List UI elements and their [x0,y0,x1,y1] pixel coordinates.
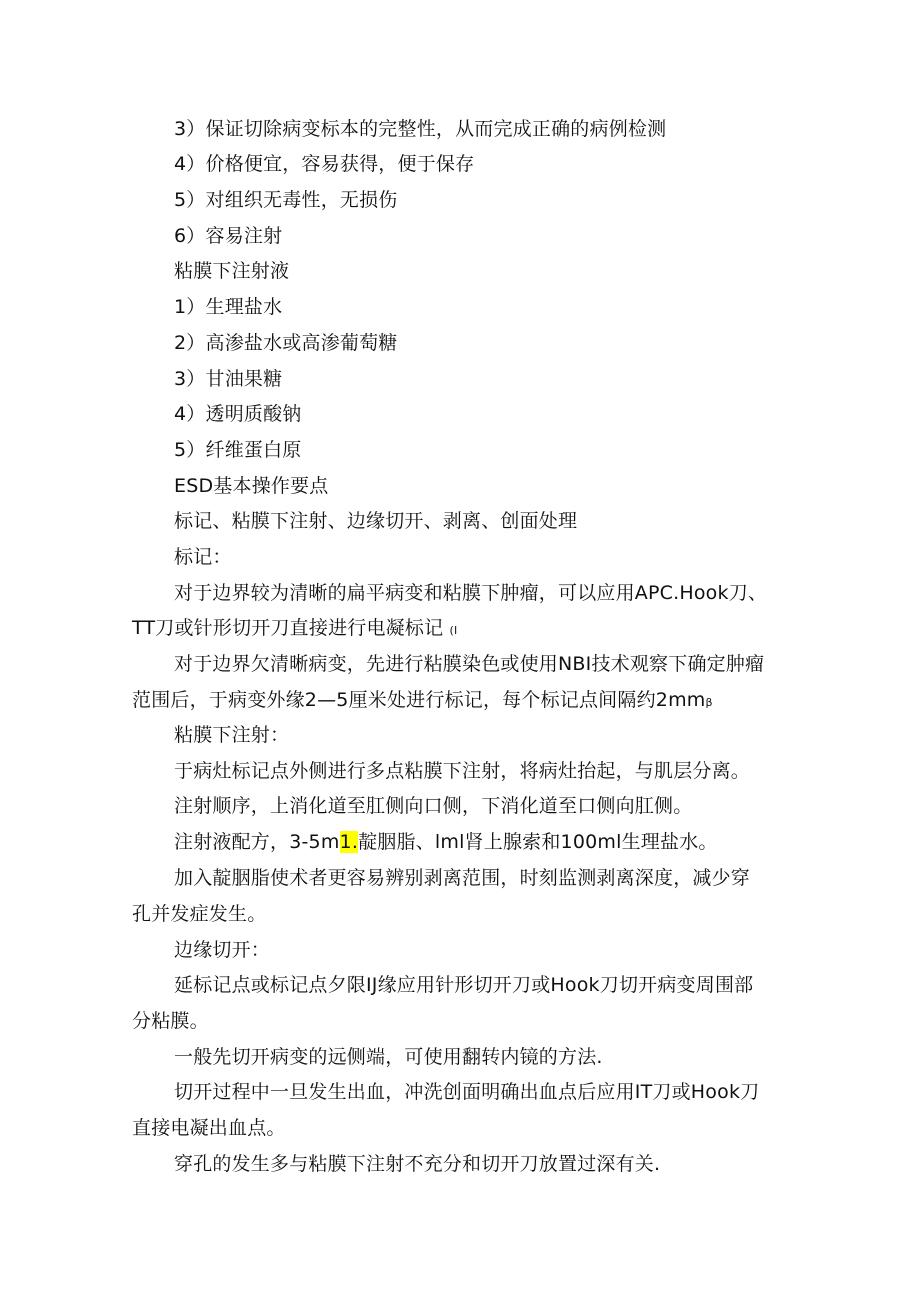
paragraph-line: 延标记点或标记点夕限IJ缘应用针形切开刀或Hook刀切开病变周围部 [174,974,754,996]
section-heading: 边缘切开： [174,939,271,961]
stray-mark: β [705,696,713,709]
paragraph-line: 一般先切开病变的远侧端，可使用翻转内镜的方法. [174,1046,603,1068]
list-item: 3）保证切除病变标本的完整性，从而完成正确的病例检测 [174,118,667,140]
section-heading: ESD基本操作要点 [174,475,329,497]
paragraph-text: 注射液配方，3-5m [174,831,340,853]
list-item: 6）容易注射 [174,225,283,247]
paragraph-line: 切开过程中一旦发生出血，冲洗创面明确出血点后应用IT刀或Hook刀 [174,1081,760,1103]
paragraph-text: 靛胭脂、lml肾上腺索和100ml生理盐水。 [358,831,718,853]
paragraph-line: 孔并发症发生。 [132,903,267,925]
paragraph-line: 加入靛胭脂使术者更容易辨别剥离范围，时刻监测剥离深度，减少穿 [174,867,751,889]
paragraph-line: 对于边界较为清晰的扁平病变和粘膜下肿瘤，可以应用APC.Hook刀、 [174,582,768,604]
paragraph-line: 穿孔的发生多与粘膜下注射不充分和切开刀放置过深有关. [174,1153,661,1175]
paragraph-line: 标记、粘膜下注射、边缘切开、剥离、创面处理 [174,510,578,532]
section-heading: 粘膜下注射液 [174,260,290,282]
list-item: 5）纤维蛋白原 [174,439,302,461]
paragraph-text: 范围后，于病变外缘2—5厘米处进行标记，每个标记点间隔约2mm [132,689,706,711]
paragraph-line [132,688,713,715]
paragraph-line: 分粘膜。 [132,1010,209,1032]
list-item: 5）对组织无毒性，无损伤 [174,189,398,211]
stray-mark: (I [449,624,458,637]
list-item: 2）高渗盐水或高渗葡萄糖 [174,332,398,354]
list-item: 1）生理盐水 [174,296,283,318]
paragraph-line [132,616,457,643]
paragraph-line: 直接电凝出血点。 [132,1117,286,1139]
paragraph-line: 于病灶标记点外侧进行多点粘膜下注射，将病灶抬起，与肌层分离。 [174,760,751,782]
section-heading: 标记： [174,546,232,568]
highlighted-text: 1. [339,831,359,853]
paragraph-line: 注射顺序，上消化道至肛侧向口侧，下消化道至口侧向肛侧。 [174,795,693,817]
paragraph-text: TT刀或针形切开刀直接进行电凝标记 [132,617,444,639]
paragraph-line [174,830,718,854]
list-item: 4）价格便宜，容易获得，便于保存 [174,153,475,175]
list-item: 3）甘油果糖 [174,368,283,390]
section-heading: 粘膜下注射： [174,724,290,746]
list-item: 4）透明质酸钠 [174,403,302,425]
paragraph-line: 对于边界欠清晰病变，先进行粘膜染色或使用NBI技术观察下确定肿瘤 [174,653,765,675]
